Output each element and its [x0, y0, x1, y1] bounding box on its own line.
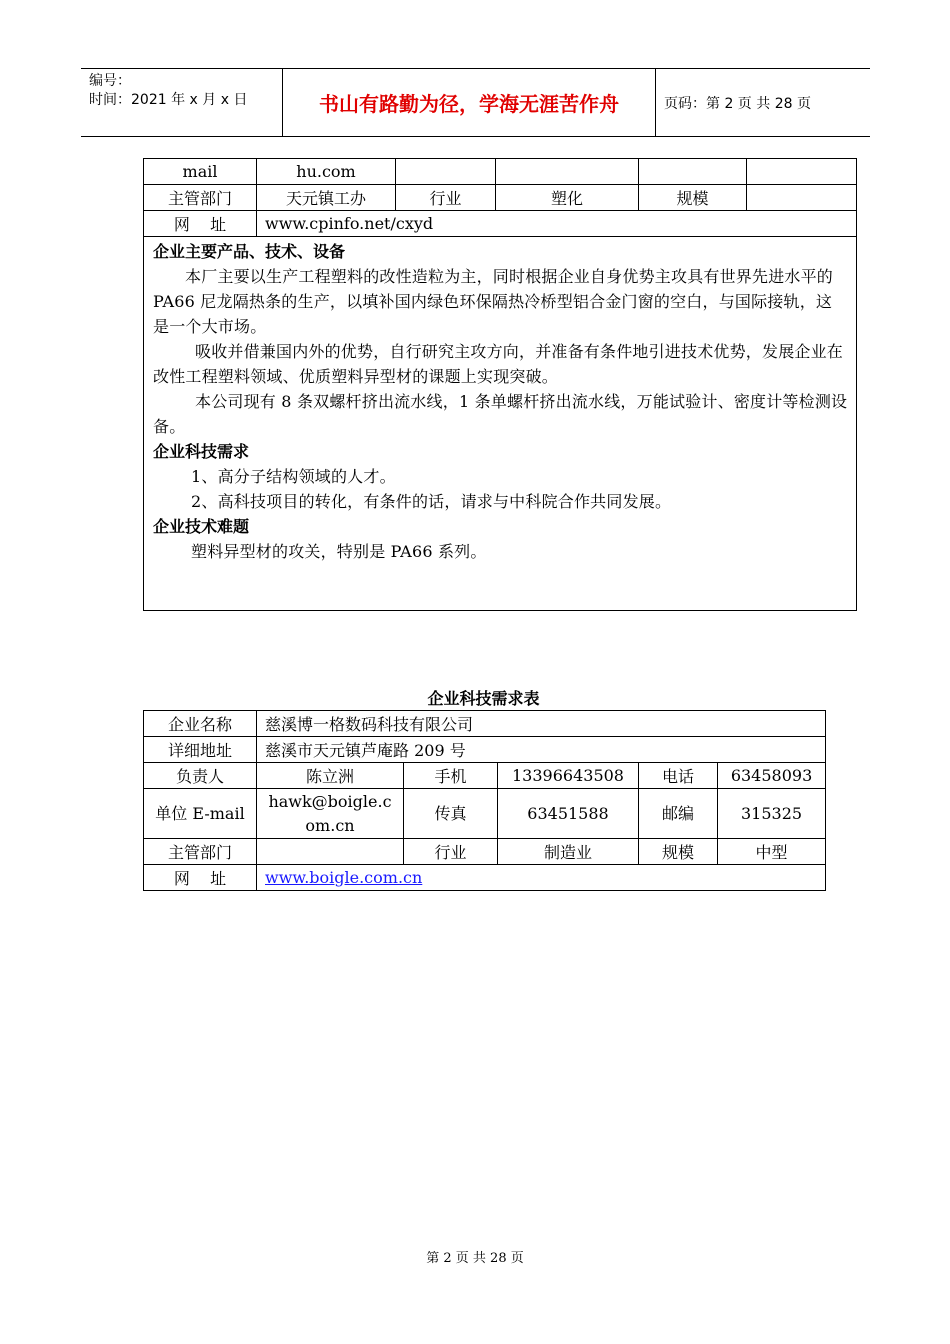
address-label: 详细地址 — [144, 737, 257, 763]
mail-value: hu.com — [257, 159, 396, 185]
scale-label: 规模 — [639, 839, 718, 865]
industry-value: 塑化 — [496, 185, 639, 211]
dept-value: 天元镇工办 — [257, 185, 396, 211]
paragraph: 吸收并借兼国内外的优势，自行研究主攻方向，并准备有条件地引进技术优势，发展企业在改性工程塑料领域、优质塑料异型材的课题上实现突破。 — [153, 342, 844, 386]
company-info-table-2 — [143, 710, 826, 891]
industry-label: 行业 — [404, 839, 498, 865]
page-footer: 第 2 页 共 28 页 — [426, 1251, 524, 1266]
table-row — [144, 237, 857, 611]
table-row — [144, 737, 826, 763]
paragraph: 本公司现有 8 条双螺杆挤出流水线，1 条单螺杆挤出流水线，万能试验计、密度计等检测设备。 — [153, 392, 848, 436]
table-row — [144, 211, 857, 237]
fax-value: 63451588 — [498, 789, 639, 839]
web-label: 网 址 — [144, 211, 257, 237]
list-item: 2、高科技项目的转化，有条件的话，请求与中科院合作共同发展。 — [191, 492, 672, 511]
dept-label: 主管部门 — [144, 185, 257, 211]
phone-label: 电话 — [639, 763, 718, 789]
header-meta — [81, 69, 282, 136]
list-item: 1、高分子结构领域的人才。 — [191, 467, 396, 486]
header-motto: 书山有路勤为径，学海无涯苦作舟 — [282, 69, 656, 136]
description-cell — [144, 237, 857, 611]
web-cell — [257, 865, 826, 891]
scale-value: 中型 — [718, 839, 826, 865]
table-title: 企业科技需求表 — [427, 689, 540, 708]
time-label: 时间：2021 年 x 月 x 日 — [89, 92, 248, 108]
company-value: 慈溪博一格数码科技有限公司 — [257, 711, 826, 737]
company-label: 企业名称 — [144, 711, 257, 737]
zip-label: 邮编 — [639, 789, 718, 839]
website-link[interactable]: www.boigle.com.cn — [265, 868, 423, 887]
page-header — [81, 68, 870, 137]
zip-value: 315325 — [718, 789, 826, 839]
header-page-label: 页码：第 2 页 共 28 页 — [664, 96, 811, 112]
scale-value — [747, 185, 857, 211]
fax-label: 传真 — [404, 789, 498, 839]
scale-label: 规模 — [639, 185, 747, 211]
industry-value: 制造业 — [498, 839, 639, 865]
mobile-label: 手机 — [404, 763, 498, 789]
person-label: 负责人 — [144, 763, 257, 789]
address-value: 慈溪市天元镇芦庵路 209 号 — [257, 737, 826, 763]
section-needs-title: 企业科技需求 — [153, 442, 250, 461]
web-value: www.cpinfo.net/cxyd — [257, 211, 857, 237]
table-row — [144, 185, 857, 211]
table-row — [144, 865, 826, 891]
mail-label: mail — [144, 159, 257, 185]
email-label: 单位 E-mail — [144, 789, 257, 839]
industry-label: 行业 — [396, 185, 496, 211]
paragraph: 塑料异型材的攻关，特别是 PA66 系列。 — [191, 542, 487, 561]
dept-label: 主管部门 — [144, 839, 257, 865]
email-value: hawk@boigle.com.cn — [257, 789, 404, 839]
dept-value — [257, 839, 404, 865]
phone-value: 63458093 — [718, 763, 826, 789]
mobile-value: 13396643508 — [498, 763, 639, 789]
person-value: 陈立洲 — [257, 763, 404, 789]
table-row — [144, 789, 826, 839]
section-products-title: 企业主要产品、技术、设备 — [153, 242, 346, 261]
table-row — [144, 159, 857, 185]
web-label: 网 址 — [144, 865, 257, 891]
paragraph: 本厂主要以生产工程塑料的改性造粒为主，同时根据企业自身优势主攻具有世界先进水平的 PA66 尼龙隔热条的生产，以填补国内绿色环保隔热冷桥型铝合金门窗的空白，与国际接轨，这是一个大市场。 — [153, 267, 834, 336]
company-info-table-1 — [143, 158, 857, 611]
table-row — [144, 763, 826, 789]
table-row — [144, 839, 826, 865]
table-row — [144, 711, 826, 737]
section-problems-title: 企业技术难题 — [153, 517, 250, 536]
number-label: 编号： — [89, 73, 131, 89]
